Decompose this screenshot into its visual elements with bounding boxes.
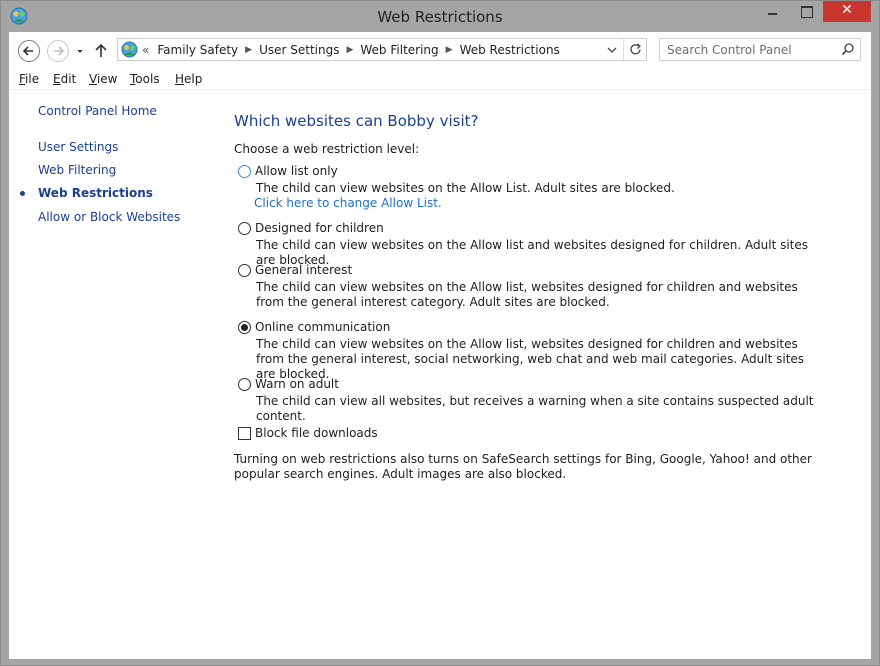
breadcrumb-separator-icon[interactable]: ▶ xyxy=(346,45,354,55)
option-label[interactable]: Designed for children xyxy=(255,221,384,235)
address-dropdown-icon[interactable] xyxy=(605,44,619,56)
page-title: Which websites can Bobby visit? xyxy=(234,112,479,130)
title-bar[interactable] xyxy=(1,1,879,32)
up-button[interactable] xyxy=(93,40,109,62)
option-description: The child can view websites on the Allow list, websites designed for children and websites from the general interest category. Adult sites are blocked. xyxy=(256,280,798,309)
search-input[interactable] xyxy=(667,42,832,57)
refresh-button[interactable] xyxy=(623,39,647,60)
address-bar[interactable] xyxy=(117,38,647,61)
safesearch-note: Turning on web restrictions also turns on SafeSearch settings for Bing, Google, Yahoo! and other popular search engines. Adult images are also blocked. xyxy=(234,452,812,481)
search-icon[interactable] xyxy=(841,42,855,57)
breadcrumb-web-restrictions[interactable]: Web Restrictions xyxy=(459,43,560,57)
up-arrow-icon xyxy=(93,40,109,62)
option-label[interactable]: Online communication xyxy=(255,320,391,334)
radio-allow-list-only[interactable] xyxy=(238,165,251,178)
menu-bar xyxy=(9,68,871,90)
close-icon: ✕ xyxy=(841,2,853,18)
back-arrow-icon xyxy=(19,41,39,61)
sidebar-item-control-panel-home[interactable]: Control Panel Home xyxy=(38,104,157,118)
option-description: The child can view websites on the Allow list, websites designed for children and websites from the general interest, social networking, web chat and web mail categories. Adult sites are blocked. xyxy=(256,337,805,381)
breadcrumb-web-filtering[interactable]: Web Filtering xyxy=(360,43,439,57)
sidebar-item-allow-or-block-websites[interactable]: Allow or Block Websites xyxy=(38,210,181,224)
option-label[interactable]: Warn on adult xyxy=(255,377,339,391)
sidebar-item-web-restrictions: Web Restrictions xyxy=(38,186,153,200)
breadcrumb-family-safety[interactable]: Family Safety xyxy=(157,43,239,57)
sidebar xyxy=(9,90,209,659)
refresh-icon xyxy=(624,39,648,60)
block-file-downloads-checkbox[interactable] xyxy=(238,427,251,440)
radio-general-interest[interactable] xyxy=(238,264,251,277)
breadcrumb-overflow-icon[interactable]: « xyxy=(142,43,150,57)
forward-button[interactable] xyxy=(47,40,69,62)
current-page-bullet-icon xyxy=(20,191,25,196)
sidebar-item-user-settings[interactable]: User Settings xyxy=(38,140,119,154)
menu-file[interactable]: File xyxy=(19,72,40,86)
menu-view[interactable]: View xyxy=(89,72,118,86)
option-label[interactable]: General interest xyxy=(255,263,353,277)
recent-locations-button[interactable] xyxy=(73,40,87,62)
change-allow-list-link[interactable]: Click here to change Allow List. xyxy=(254,196,442,210)
radio-designed-for-children[interactable] xyxy=(238,222,251,235)
back-button[interactable] xyxy=(18,40,40,62)
navigation-bar xyxy=(9,32,871,68)
breadcrumb-separator-icon[interactable]: ▶ xyxy=(245,45,253,55)
restriction-prompt: Choose a web restriction level: xyxy=(234,142,420,156)
option-description: The child can view websites on the Allow List. Adult sites are blocked. xyxy=(256,181,675,195)
option-description: The child can view all websites, but receives a warning when a site contains suspected adult content. xyxy=(256,394,814,423)
forward-arrow-icon xyxy=(48,41,68,61)
radio-warn-on-adult[interactable] xyxy=(238,378,251,391)
search-box[interactable] xyxy=(659,38,861,61)
client-area xyxy=(9,32,871,659)
window-title: Web Restrictions xyxy=(377,8,503,26)
menu-edit[interactable]: Edit xyxy=(53,72,77,86)
minimize-button[interactable] xyxy=(755,1,789,22)
menu-tools[interactable]: Tools xyxy=(130,72,160,86)
option-label[interactable]: Allow list only xyxy=(255,164,338,178)
family-safety-location-icon xyxy=(121,41,138,58)
sidebar-item-web-filtering[interactable]: Web Filtering xyxy=(38,163,117,177)
breadcrumb xyxy=(142,42,560,58)
option-description: The child can view websites on the Allow list and websites designed for children. Adult sites are blocked. xyxy=(256,238,809,267)
radio-online-communication[interactable] xyxy=(238,321,251,334)
chevron-down-icon xyxy=(73,40,87,62)
breadcrumb-separator-icon[interactable]: ▶ xyxy=(445,45,453,55)
close-button[interactable] xyxy=(823,1,871,22)
block-file-downloads-label[interactable]: Block file downloads xyxy=(255,426,378,440)
main-content xyxy=(234,90,854,659)
breadcrumb-user-settings[interactable]: User Settings xyxy=(259,43,340,57)
menu-help[interactable]: Help xyxy=(175,72,203,86)
maximize-button[interactable] xyxy=(789,1,823,22)
